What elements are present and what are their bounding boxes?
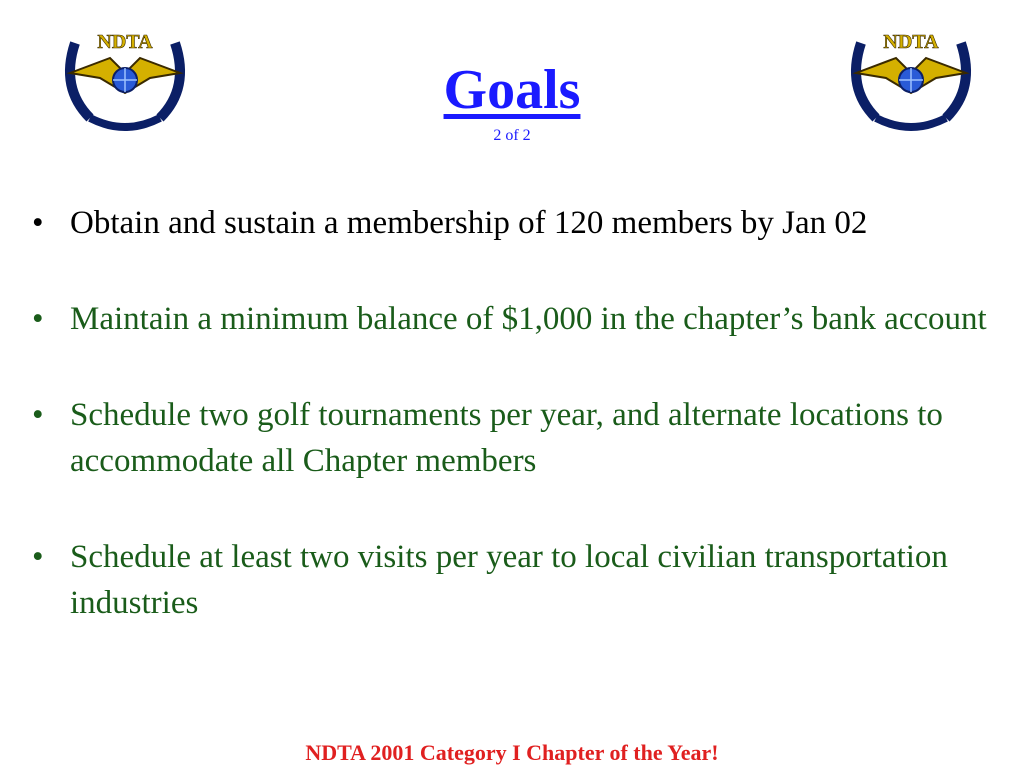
bullet-item [28, 392, 1008, 484]
title-block [0, 59, 1024, 144]
bullet-text: Obtain and sustain a membership of 120 members by Jan 02 [70, 205, 868, 241]
bullet-dot-icon: • [32, 301, 44, 337]
bullet-text: Schedule two golf tournaments per year, and alternate locations to accommodate all Chapter members [70, 397, 943, 479]
slide-footer: NDTA 2001 Category I Chapter of the Year! [305, 740, 719, 765]
bullet-list [28, 200, 1008, 676]
slide-title[interactable]: Goals [443, 59, 581, 121]
bullet-item [28, 534, 1008, 626]
svg-text:NDTA: NDTA [883, 31, 939, 53]
bullet-dot-icon: • [32, 397, 44, 433]
bullet-item [28, 200, 1008, 246]
svg-text:NDTA: NDTA [97, 31, 153, 53]
slide-subtitle: 2 of 2 [493, 127, 531, 144]
bullet-item [28, 296, 1008, 342]
bullet-dot-icon: • [32, 205, 44, 241]
bullet-text: Maintain a minimum balance of $1,000 in the chapter’s bank account [70, 301, 987, 337]
bullet-text: Schedule at least two visits per year to local civilian transportation industries [70, 539, 948, 621]
bullet-dot-icon: • [32, 539, 44, 575]
